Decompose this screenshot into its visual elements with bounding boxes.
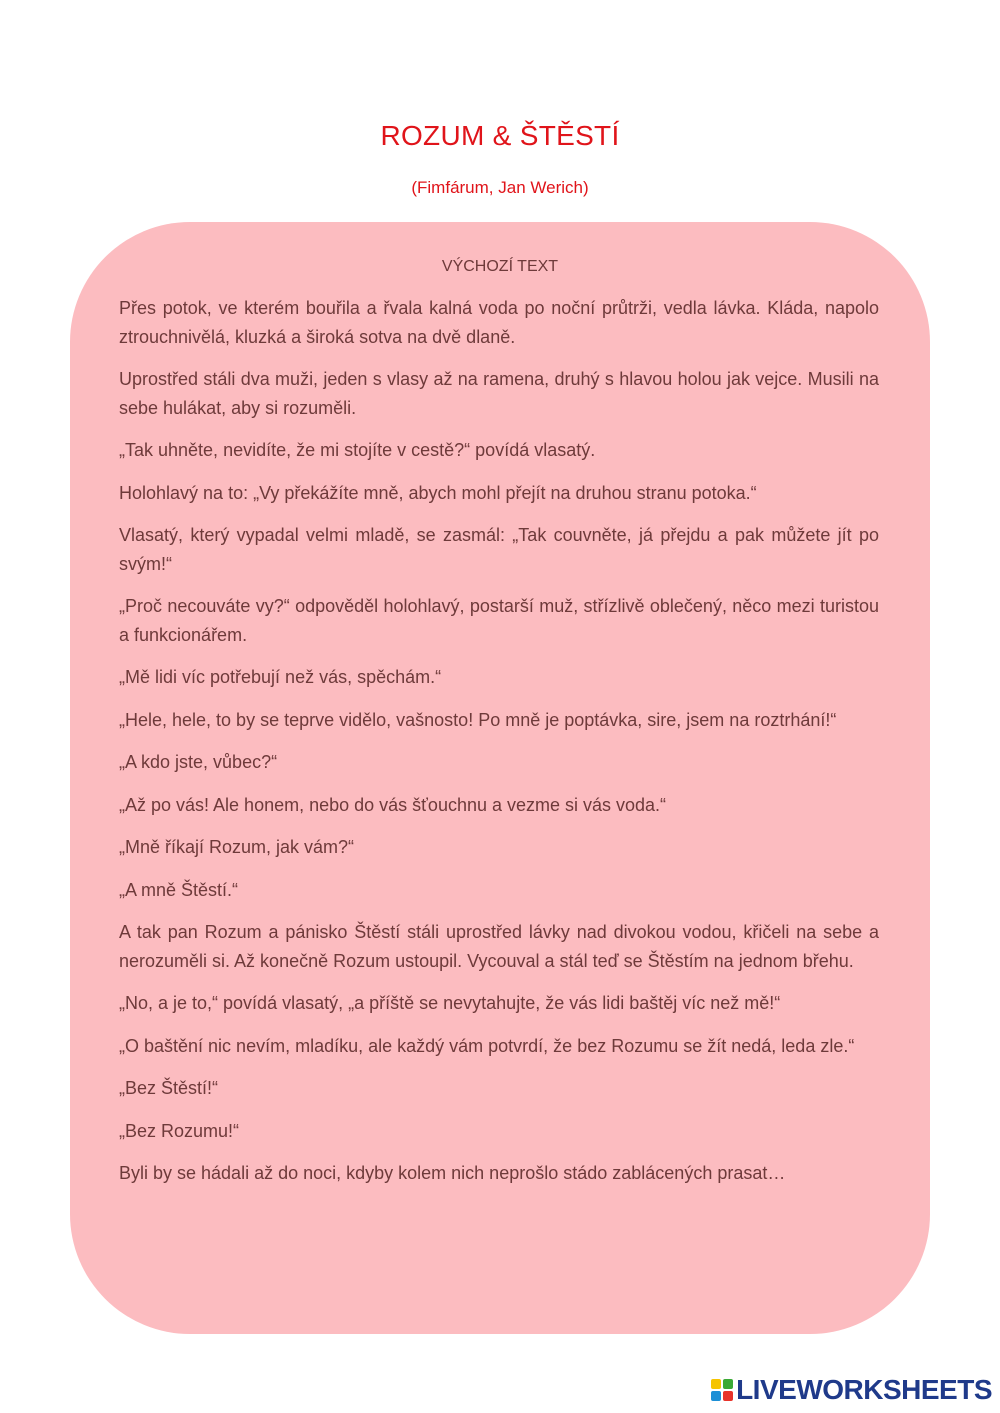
logo-square xyxy=(711,1391,721,1401)
story-paragraph: „Bez Štěstí!“ xyxy=(119,1078,219,1098)
story-paragraph: Vlasatý, který vypadal velmi mladě, se zasmál: „Tak couvněte, já přejdu a pak můžete jít po svým!“ xyxy=(119,525,879,574)
story-text xyxy=(119,294,879,1202)
logo-square xyxy=(711,1379,721,1389)
story-paragraph: Holohlavý na to: „Vy překážíte mně, abych mohl přejít na druhou stranu potoka.“ xyxy=(119,482,757,503)
liveworksheets-logo[interactable] xyxy=(711,1374,992,1406)
logo-square xyxy=(723,1379,733,1389)
story-paragraph: „Tak uhněte, nevidíte, že mi stojíte v cestě?“ povídá vlasatý. xyxy=(119,440,596,460)
logo-square xyxy=(723,1391,733,1401)
story-paragraph: Přes potok, ve kterém bouřila a řvala kalná voda po noční průtrži, vedla lávka. Kláda, napolo ztrouchnivělá, kluzká a široká sotva na dvě dlaně. xyxy=(119,298,879,347)
story-paragraph: „Hele, hele, to by se teprve vidělo, vašnosto! Po mně je poptávka, sire, jsem na roztrhání!“ xyxy=(119,709,837,730)
story-paragraph: Uprostřed stáli dva muži, jeden s vlasy až na ramena, druhý s hlavou holou jak vejce. Musili na sebe hulákat, aby si rozuměli. xyxy=(119,369,879,418)
story-paragraph: A tak pan Rozum a pánisko Štěstí stáli uprostřed lávky nad divokou vodou, křičeli na sebe a nerozuměli si. Až konečně Rozum ustoupil. Vycouval a stál teď se Štěstím na jednom břehu. xyxy=(119,922,879,971)
story-paragraph: „A mně Štěstí.“ xyxy=(119,879,239,900)
story-paragraph: Byli by se hádali až do noci, kdyby kolem nich neprošlo stádo zablácených prasat… xyxy=(119,1163,786,1183)
logo-squares-icon xyxy=(711,1379,733,1401)
card-heading: VÝCHOZÍ TEXT xyxy=(441,258,559,275)
story-paragraph: „A kdo jste, vůbec?“ xyxy=(119,752,278,772)
story-paragraph: „Bez Rozumu!“ xyxy=(119,1120,240,1141)
story-paragraph: „Až po vás! Ale honem, nebo do vás šťouchnu a vezme si vás voda.“ xyxy=(119,794,667,815)
source-text-card xyxy=(70,222,930,1334)
page-title: ROZUM & ŠTĚSTÍ xyxy=(380,120,620,151)
story-paragraph: „Proč necouváte vy?“ odpověděl holohlavý, postarší muž, střízlivě oblečený, něco mezi turistou a funkcionářem. xyxy=(119,596,879,645)
story-paragraph: „Mě lidi víc potřebují než vás, spěchám.“ xyxy=(119,667,442,687)
story-paragraph: „O baštění nic nevím, mladíku, ale každý vám potvrdí, že bez Rozumu se žít nedá, leda zle.“ xyxy=(119,1035,855,1056)
brand-name: LIVEWORKSHEETS xyxy=(736,1374,992,1405)
page-subtitle: (Fimfárum, Jan Werich) xyxy=(411,178,589,197)
story-paragraph: „Mně říkají Rozum, jak vám?“ xyxy=(119,837,355,857)
story-paragraph: „No, a je to,“ povídá vlasatý, „a příště se nevytahujte, že vás lidi baštěj víc než mě!“ xyxy=(119,993,781,1013)
